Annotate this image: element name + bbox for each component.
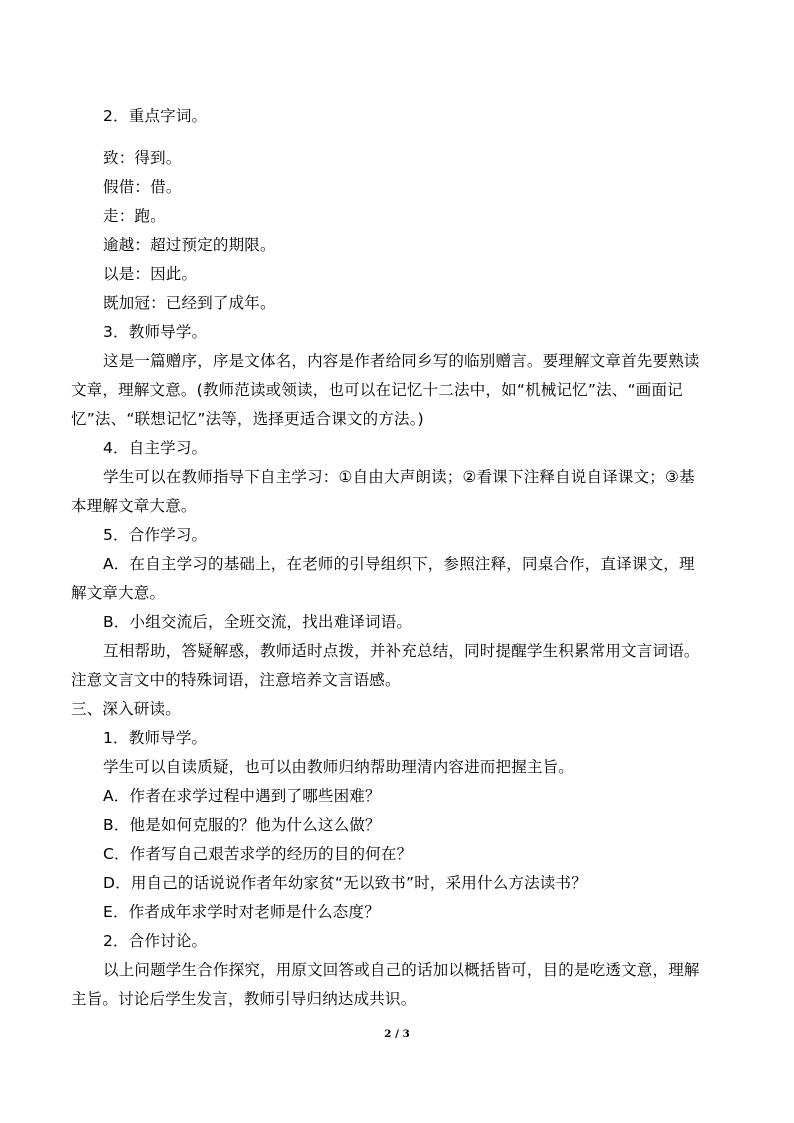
text-line: 致：得到。: [103, 149, 182, 167]
text-line: 以是：因此。: [103, 265, 198, 283]
question-item: A．作者在求学过程中遇到了哪些困难？: [103, 787, 381, 805]
text-line: 5．合作学习。: [103, 526, 208, 544]
text-line: 学生可以在教师指导下自主学习：①自由大声朗读；②看课下注释自说自译课文；③基: [103, 468, 695, 486]
text-line: A．在自主学习的基础上，在老师的引导组织下，参照注释，同桌合作，直译课文，理: [103, 555, 695, 573]
text-line: 文章，理解文意。(教师范读或领读，也可以在记忆十二法中，如“机械记忆”法、“画面记: [71, 381, 683, 399]
text-line: 忆”法、“联想记忆”法等，选择更适合课文的方法。): [71, 410, 424, 428]
text-line: 4．自主学习。: [103, 439, 208, 457]
text-line: 本理解文章大意。: [71, 497, 197, 515]
text-line: 注意文言文中的特殊词语，注意培养文言语感。: [71, 671, 401, 689]
text-line: 2．合作讨论。: [103, 932, 208, 950]
text-line: 3．教师导学。: [103, 323, 208, 341]
text-line: 2．重点字词。: [103, 107, 208, 125]
text-line: 假借：借。: [103, 178, 182, 196]
text-line: 1．教师导学。: [103, 729, 208, 747]
text-line: 走：跑。: [103, 207, 166, 225]
text-line: 这是一篇赠序，序是文体名，内容是作者给同乡写的临别赠言。要理解文章首先要熟读: [103, 352, 700, 370]
text-line: 既加冠：已经到了成年。: [103, 294, 276, 312]
text-line: 解文章大意。: [71, 584, 166, 602]
text-line: 学生可以自读质疑，也可以由教师归纳帮助理清内容进而把握主旨。: [103, 758, 575, 776]
question-item: D．用自己的话说说作者年幼家贫“无以致书”时，采用什么方法读书？: [103, 874, 587, 892]
page-number: 2 / 3: [384, 1028, 410, 1040]
text-line: 主旨。讨论后学生发言，教师引导归纳达成共识。: [71, 990, 417, 1008]
question-item: B．他是如何克服的？他为什么这么做？: [103, 816, 381, 834]
question-item: C．作者写自己艰苦求学的经历的目的何在？: [103, 845, 413, 863]
text-line: B．小组交流后，全班交流，找出难译词语。: [103, 613, 413, 631]
section-heading: 三、深入研读。: [71, 700, 181, 718]
text-line: 逾越：超过预定的期限。: [103, 236, 276, 254]
question-item: E．作者成年求学时对老师是什么态度？: [103, 903, 380, 921]
text-line: 互相帮助，答疑解惑，教师适时点拨，并补充总结，同时提醒学生积累常用文言词语。: [103, 642, 700, 660]
text-line: 以上问题学生合作探究，用原文回答或自己的话加以概括皆可，目的是吃透文意，理解: [103, 961, 700, 979]
